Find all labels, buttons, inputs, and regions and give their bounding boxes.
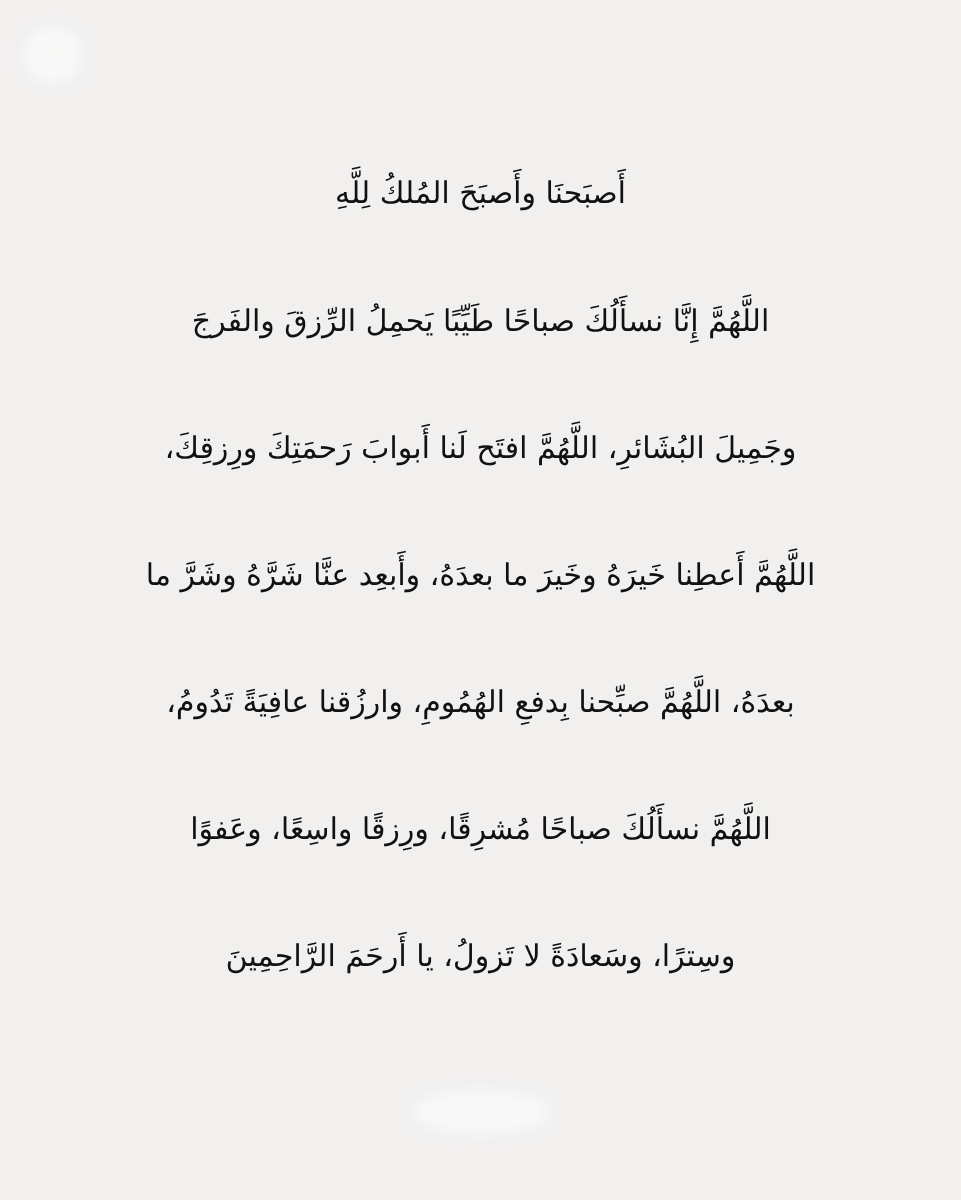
faint-watermark-spot	[24, 26, 82, 84]
dua-line-5: بعدَهُ، اللَّهُمَّ صبِّحنا بِدفعِ الهُمُومِ، وارزُقنا عافِيَةً تَدُومُ،	[166, 685, 795, 720]
dua-line-7: وسِترًا، وسَعادَةً لا تَزولُ، يا أَرحَمَ الرَّاحِمِينَ	[225, 939, 736, 974]
dua-line-3: وجَمِيلَ البُشَائرِ، اللَّهُمَّ افتَح لَنا أَبوابَ رَحمَتِكَ ورِزقِكَ،	[164, 431, 797, 466]
morning-dua-text	[0, 128, 961, 1020]
dua-line-1: أَصبَحنَا وأَصبَحَ المُلكُ لِلَّهِ	[335, 175, 626, 211]
dua-line-6: اللَّهُمَّ نسأَلُكَ صباحًا مُشرِقًا، ورِزقًا واسِعًا، وعَفوًا	[190, 812, 771, 847]
faint-bottom-watermark	[412, 1090, 550, 1134]
dua-line-2: اللَّهُمَّ إِنَّا نسأَلُكَ صباحًا طَيِّبًا يَحمِلُ الرِّزقَ والفَرجَ	[191, 304, 770, 339]
dua-line-4: اللَّهُمَّ أَعطِنا خَيرَهُ وخَيرَ ما بعدَهُ، وأَبعِد عنَّا شَرَّهُ وشَرَّ ما	[145, 558, 816, 593]
